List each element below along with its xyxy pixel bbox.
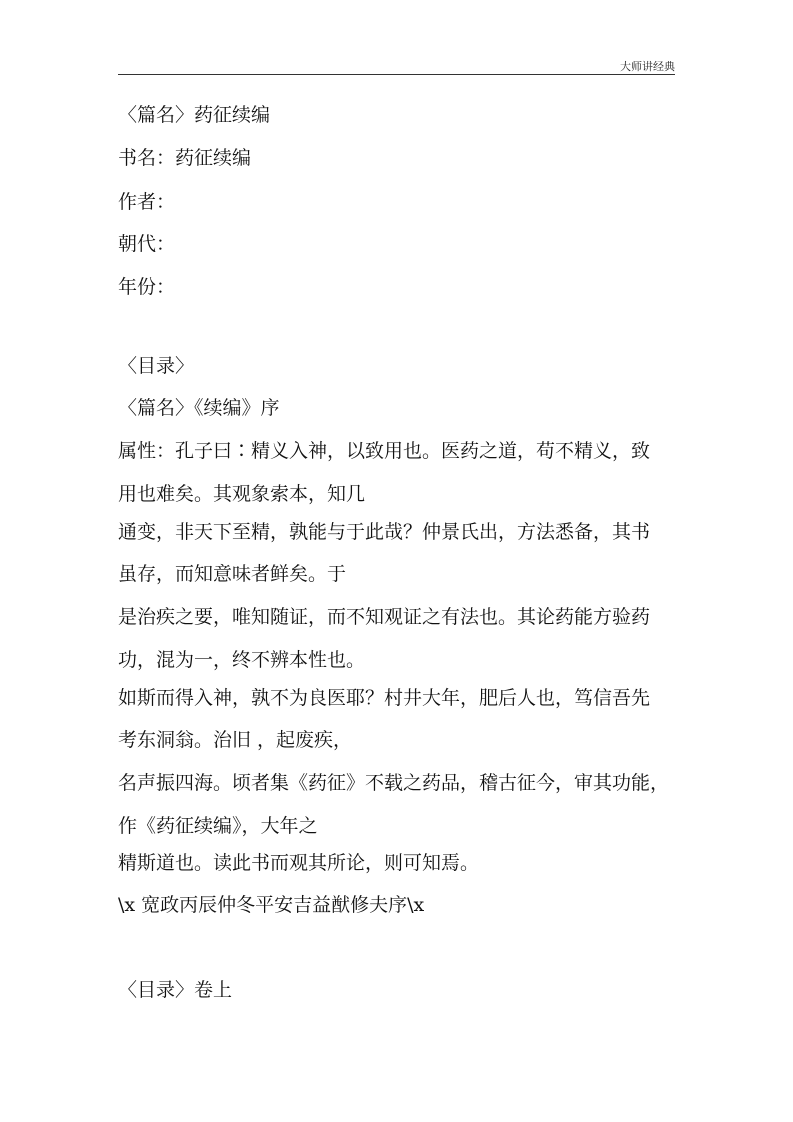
- text-line: 朝代：: [118, 233, 176, 255]
- text-line: 精斯道也。读此书而观其所论，则可知焉。: [118, 852, 480, 874]
- text-line: 年份：: [118, 276, 176, 298]
- text-line: 〈目录〉: [118, 355, 195, 377]
- text-line: \x 宽政丙辰仲冬平安吉益猷修夫序\x: [118, 894, 425, 916]
- text-line: 考东洞翁。治旧 ，起废疾，: [118, 729, 353, 751]
- text-line: 书名：药征续编: [118, 147, 252, 169]
- text-line: 作者：: [118, 191, 176, 213]
- text-line: 〈篇名〉《续编》序: [118, 397, 280, 419]
- text-line: 是治疾之要，唯知随证，而不知观证之有法也。其论药能方验药: [118, 606, 651, 628]
- text-line: 如斯而得入神，孰不为良医耶？村井大年，肥后人也，笃信吾先: [118, 687, 651, 709]
- text-line: 功，混为一，终不辨本性也。: [118, 649, 366, 671]
- header-divider: [118, 74, 675, 75]
- text-line: 〈目录〉卷上: [118, 979, 233, 1001]
- text-line: 虽存，而知意味者鲜矣。于: [118, 563, 347, 585]
- text-line: 属性：孔子曰∶精义入神，以致用也。医药之道，苟不精义，致: [118, 440, 651, 462]
- page-header: 大师讲经典: [620, 60, 675, 73]
- text-line: 作《药征续编》，大年之: [118, 815, 318, 837]
- text-line: 名声振四海。顷者集《药征》不载之药品，稽古征今，审其功能，: [118, 772, 670, 794]
- text-line: 用也难矣。其观象索本，知几: [118, 483, 366, 505]
- text-line: 通变，非天下至精，孰能与于此哉？仲景氏出，方法悉备，其书: [118, 521, 651, 543]
- text-line: 〈篇名〉药征续编: [118, 104, 271, 126]
